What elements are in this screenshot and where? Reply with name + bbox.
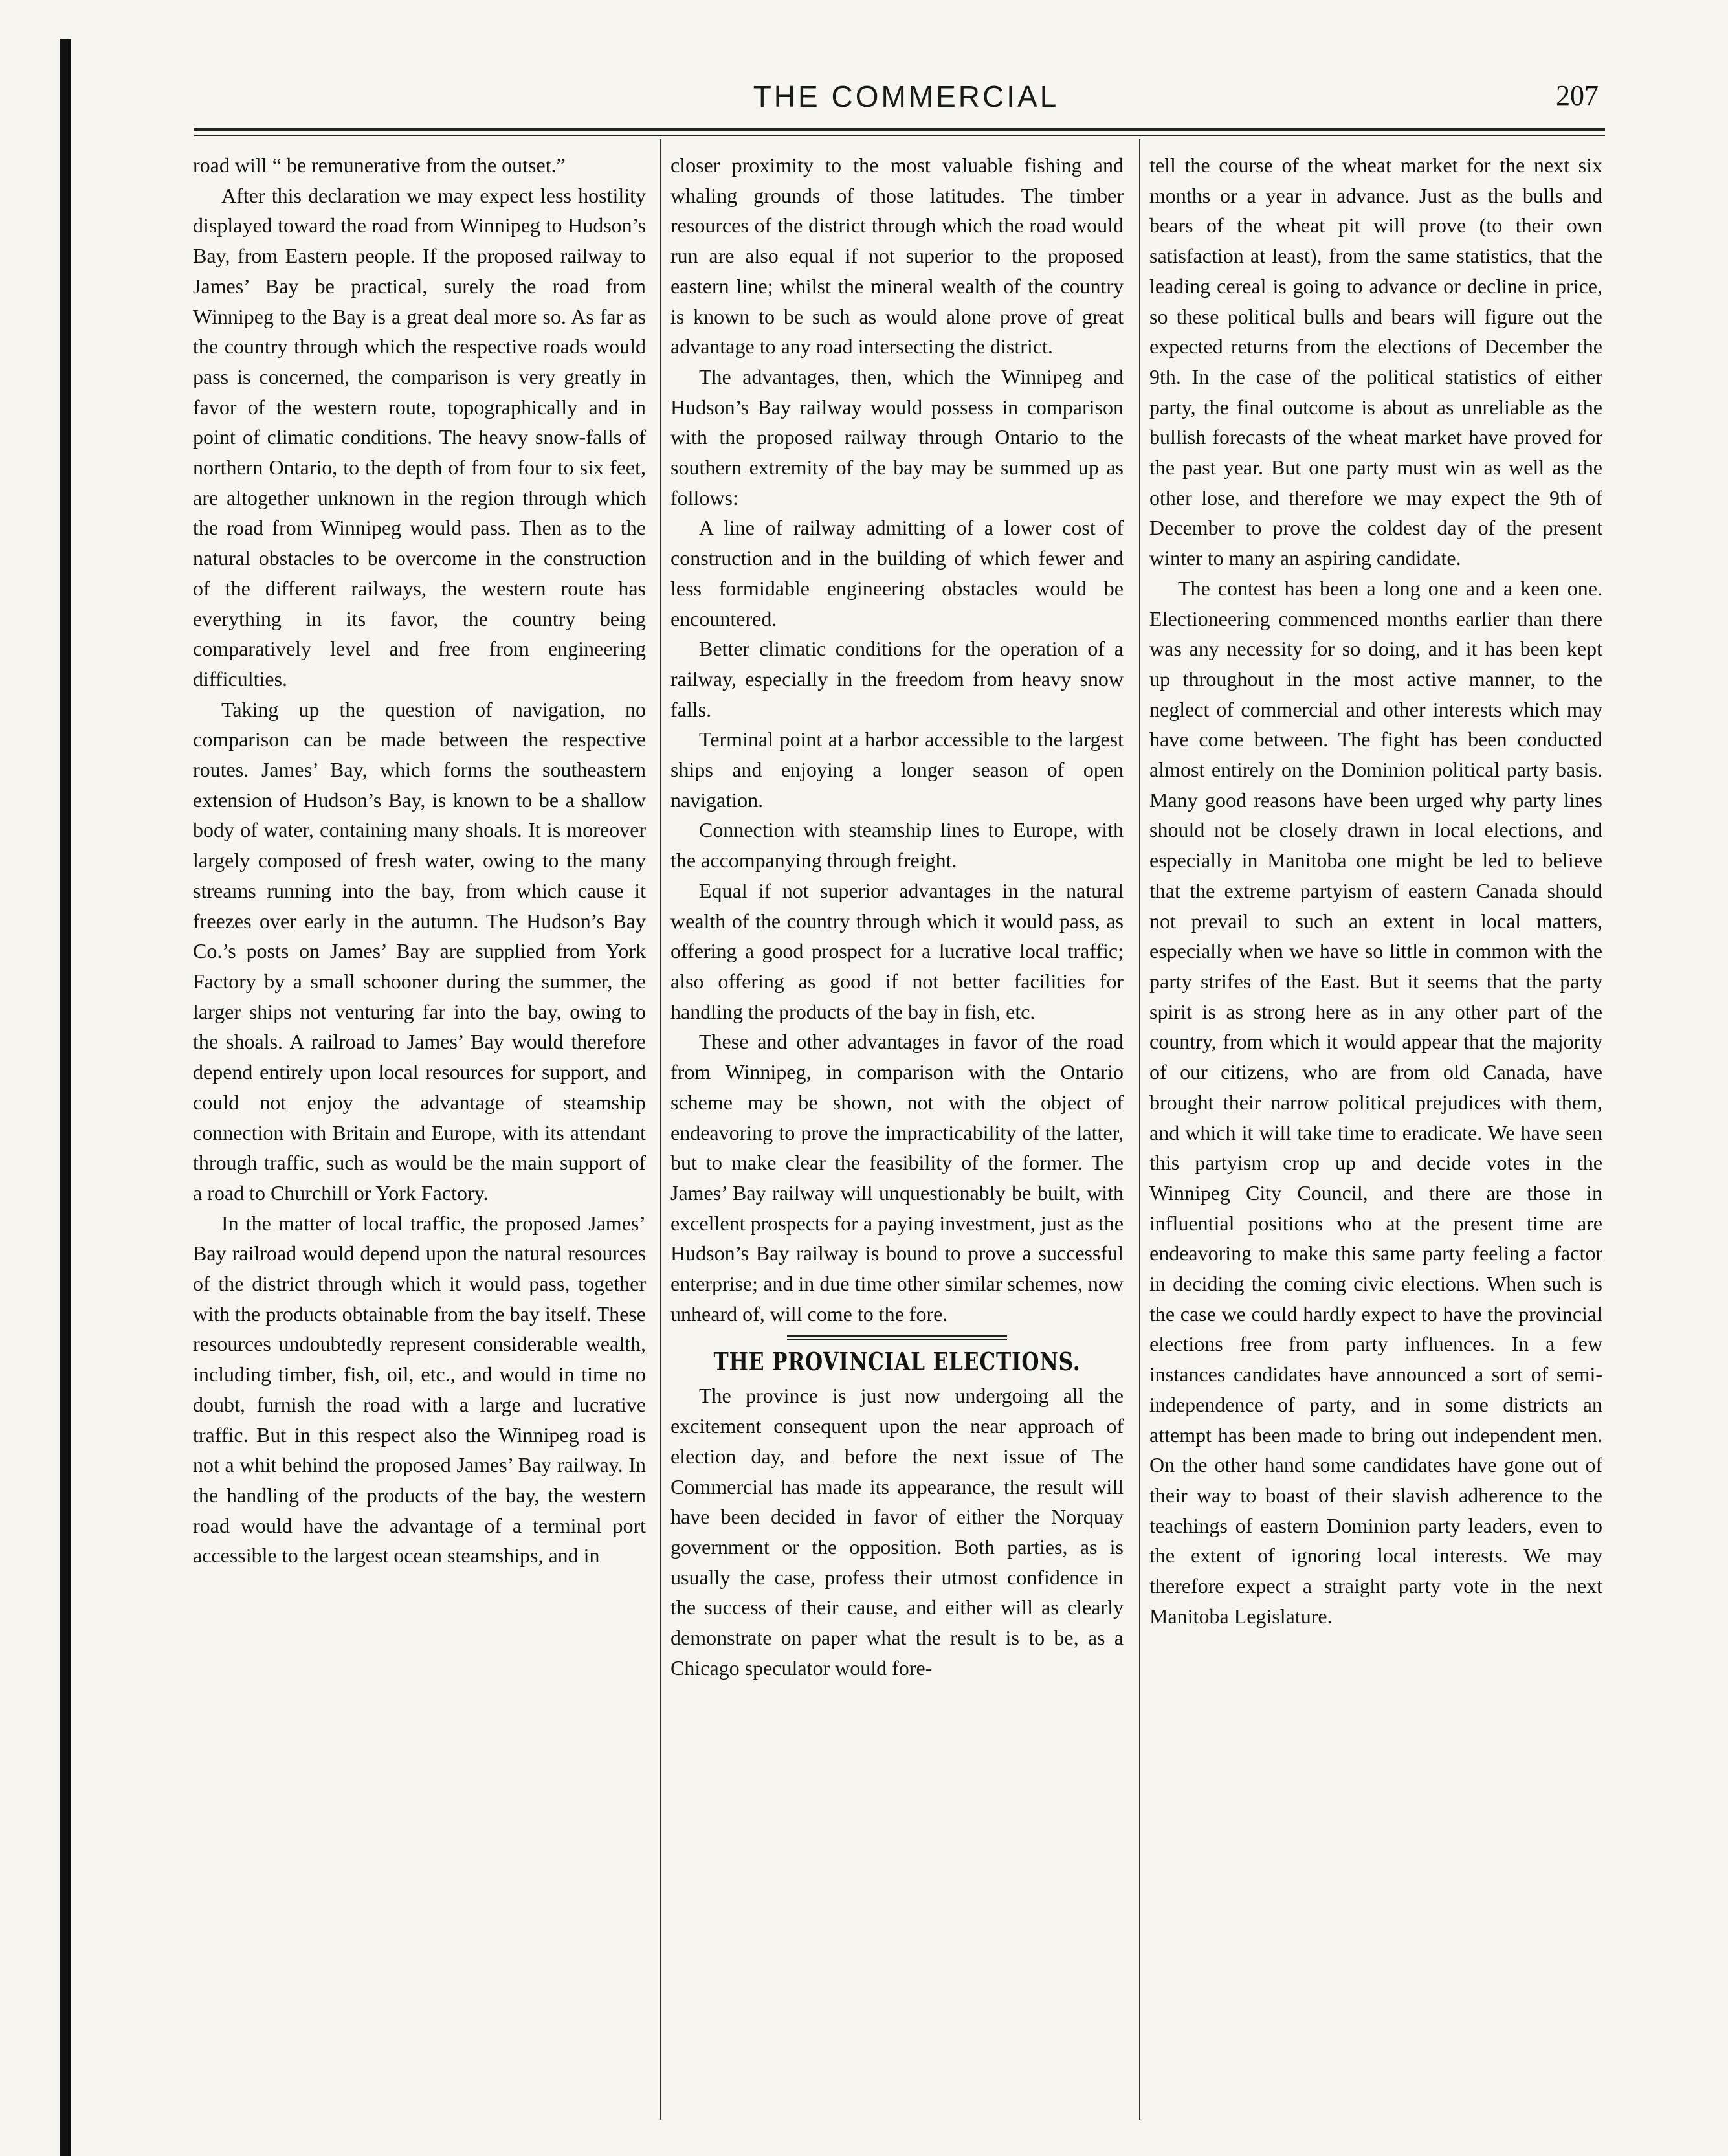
column-3 <box>1149 150 1602 1631</box>
header-rule <box>194 128 1605 131</box>
header-rule-thin <box>194 135 1605 136</box>
column-divider-1 <box>660 139 661 2120</box>
headline-rule <box>787 1335 1007 1340</box>
paragraph: In the matter of local traffic, the proposed James’ Bay railroad would depend upon the natural resources of the district through which it would pass, together with the products obtainable from the bay itself. These resources undoubtedly represent considerable wealth, including timber, fish, oil, etc., and would in time no doubt, furnish the road with a large and lucrative traffic. But in this respect also the Winnipeg road is not a whit behind the proposed James’ Bay railway. In the handling of the products of the bay, the western road would have the advantage of a terminal port accessible to the largest ocean steamships, and in <box>193 1211 646 1568</box>
paragraph: tell the course of the wheat market for the next six months or a year in advance. Just as the bulls and bears of the wheat pit will prove (to their own satisfaction at least), from the same statistics, that the leading cereal is going to advance or decline in price, so these political bulls and bears will figure out the expected returns from the elections of December the 9th. In the case of the political statistics of either party, the final outcome is about as unreliable as the bullish forecasts of the wheat market have proved for the past year. But one party must win as well as the other lose, and therefore we may expect the 9th of December to prove the coldest day of the present winter to many an aspiring candidate. <box>1149 153 1602 570</box>
section-heading-block <box>670 1335 1124 1377</box>
page-header <box>194 76 1618 122</box>
paragraph: Connection with steamship lines to Europe, with the accompanying through freight. <box>670 818 1124 872</box>
paragraph: A line of railway admitting of a lower cost of construction and in the building of which fewer and less formidable engineering obstacles would be encountered. <box>670 516 1124 630</box>
paragraph: These and other advantages in favor of the road from Winnipeg, in comparison with the Ontario scheme may be shown, not with the object of endeavoring to prove the impracticability of the latter, but to make clear the feasibility of the former. The James’ Bay railway will unquestionably be built, with excellent prospects for a paying investment, just as the Hudson’s Bay railway is bound to prove a successful enterprise; and in due time other similar schemes, now unheard of, will come to the fore. <box>670 1030 1124 1326</box>
paragraph: The contest has been a long one and a keen one. Electioneering commenced months earlier than there was any necessity for so doing, and it has been kept up throughout in the most active manner, to the neglect of commercial and other interests which may have come between. The fight has been conducted almost entirely on the Dominion political party basis. Many good reasons have been urged why party lines should not be closely drawn in local elections, and especially in Manitoba one might be led to believe that the extreme partyism of eastern Canada should not prevail to such an extent in local matters, especially when we have so little in common with the party strifes of the East. But it seems that the party spirit is as strong here as in any other part of the country, from which it would appear that the majority of our citizens, who are from old Canada, have brought their narrow political prejudices with them, and which it will take time to eradicate. We have seen this partyism crop up and decide votes in the Winnipeg City Council, and there are those in influential positions who at the present time are endeavoring to make this same party feeling a factor in deciding the coming civic elections. When such is the case we could hardly expect to have the provincial elections free from party influences. In a few instances candidates have announced a sort of semi-independence of party, and in some districts an attempt has been made to bring out independent men. On the other hand some candidates have gone out of their way to boast of their slavish adherence to the teachings of eastern Dominion party leaders, even to the extent of ignoring local interests. We may therefore expect a straight party vote in the next Manitoba Legislature. <box>1149 576 1602 1628</box>
column-1 <box>193 150 646 1571</box>
paragraph: The advantages, then, which the Winnipeg and Hudson’s Bay railway would possess in comparison with the proposed railway through Ontario to the southern extremity of the bay may be summed up as follows: <box>670 364 1124 509</box>
scan-edge-shadow <box>60 39 71 2156</box>
paragraph: Equal if not superior advantages in the natural wealth of the country through which it would pass, as offering a good prospect for a lucrative local traffic; also offering as good if not better facilities for handling the products of the bay in fish, etc. <box>670 878 1124 1023</box>
column-divider-2 <box>1139 139 1140 2120</box>
paragraph: Terminal point at a harbor accessible to the largest ships and enjoying a longer season of open navigation. <box>670 728 1124 812</box>
paragraph: Better climatic conditions for the operation of a railway, especially in the freedom from heavy snow falls. <box>670 637 1124 721</box>
paragraph: After this declaration we may expect less hostility displayed toward the road from Winnipeg to Hudson’s Bay, from Eastern people. If the proposed railway to James’ Bay be practical, surely the road from Winnipeg to the Bay is a great deal more so. As far as the country through which the respective roads would pass is concerned, the comparison is very greatly in favor of the western route, topographically and in point of climatic conditions. The heavy snow-falls of northern Ontario, to the depth of from four to six feet, are altogether unknown in the region through which the road from Winnipeg would pass. Then as to the natural obstacles to be overcome in the construction of the different railways, the western route has everything in its favor, the country being comparatively level and free from engineering difficulties. <box>193 183 646 691</box>
paragraph: closer proximity to the most valuable fishing and whaling grounds of those latitudes. The timber resources of the district through which the road would run are also equal if not superior to the proposed eastern line; whilst the mineral wealth of the country is known to be such as would alone prove of great advantage to any road intersecting the district. <box>670 153 1124 359</box>
masthead: THE COMMERCIAL <box>753 80 1059 113</box>
paragraph: The province is just now undergoing all the excitement consequent upon the near approach of election day, and before the next issue of The Commercial has made its appearance, the result will have been decided in favor of either the Norquay government or the opposition. Both parties, as is usually the case, profess their utmost confidence in the success of their cause, and either will as clearly demonstrate on paper what the result is to be, as a Chicago speculator would fore- <box>670 1384 1124 1680</box>
page-number: 207 <box>1556 80 1599 111</box>
article-headline: THE PROVINCIAL ELECTIONS. <box>713 1347 1081 1377</box>
paragraph: road will “ be remunerative from the outset.” <box>193 153 566 177</box>
column-2 <box>670 150 1124 1683</box>
paragraph: Taking up the question of navigation, no comparison can be made between the respective routes. James’ Bay, which forms the southeastern extension of Hudson’s Bay, is known to be a shallow body of water, containing many shoals. It is moreover largely composed of fresh water, owing to the many streams running into the bay, from which cause it freezes over early in the autumn. The Hudson’s Bay Co.’s posts on James’ Bay are supplied from York Factory by a small schooner during the summer, the larger ships not venturing far into the bay, owing to the shoals. A railroad to James’ Bay would therefore depend entirely upon local resources for support, and could not enjoy the advantage of steamship connection with Britain and Europe, with its attendant through traffic, such as would be the main support of a road to Churchill or York Factory. <box>193 697 646 1205</box>
